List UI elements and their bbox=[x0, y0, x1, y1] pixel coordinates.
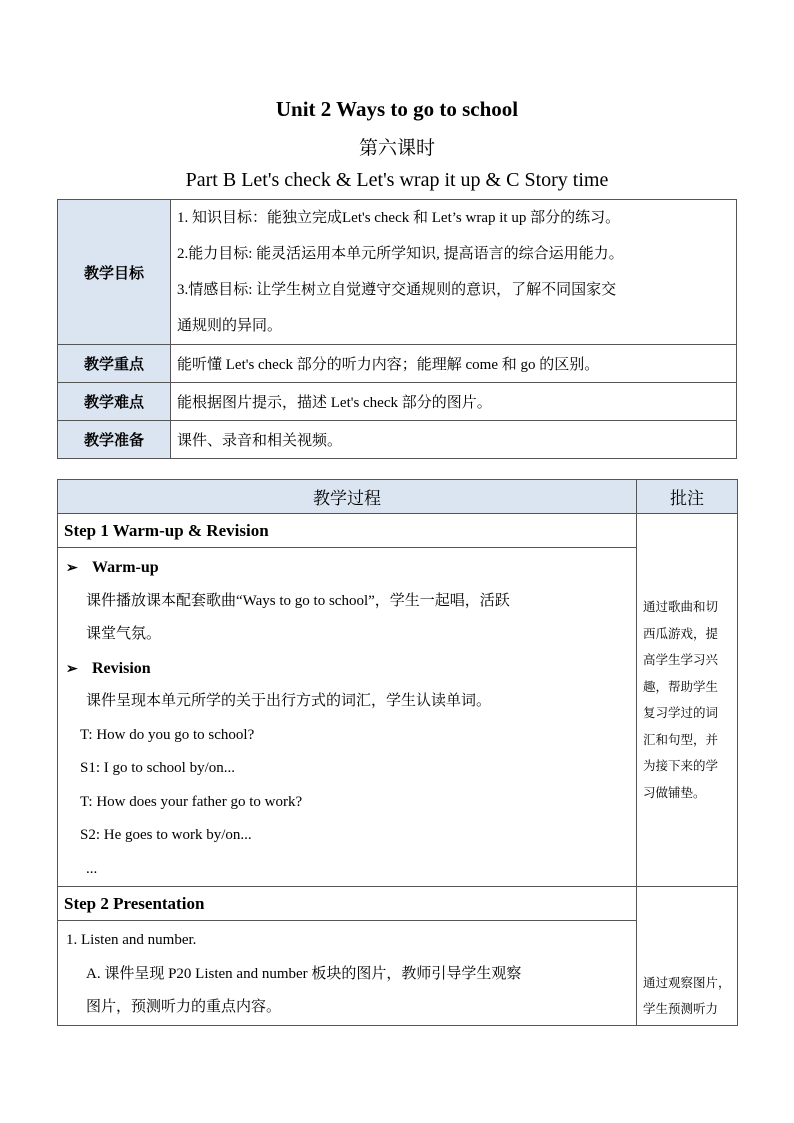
goal-line: 通规则的异同。 bbox=[177, 318, 283, 334]
objectives-table bbox=[57, 199, 737, 459]
step1-note bbox=[637, 514, 738, 887]
warmup-text: 课件播放课本配套歌曲“Ways to go to school”，学生一起唱，活跃 bbox=[86, 592, 510, 609]
note-line: 通过歌曲和切 bbox=[643, 599, 719, 614]
item-a-line: 图片，预测听力的重点内容。 bbox=[86, 999, 282, 1015]
step2-body bbox=[58, 921, 637, 1026]
note-line: 高学生学习兴 bbox=[643, 652, 719, 667]
arrow-bullet-icon: ➢ bbox=[66, 561, 78, 576]
prep-row bbox=[58, 421, 737, 459]
warmup-label: Warm-up bbox=[92, 559, 159, 576]
prep-label: 教学准备 bbox=[58, 421, 171, 459]
goals-label: 教学目标 bbox=[58, 200, 171, 345]
step2-title-row bbox=[58, 887, 738, 921]
revision-heading bbox=[66, 652, 628, 686]
goal-line: 2.能力目标: 能灵活运用本单元所学知识, 提高语言的综合运用能力。 bbox=[177, 246, 624, 262]
process-header-row bbox=[58, 480, 738, 514]
key-label: 教学重点 bbox=[58, 345, 171, 383]
difficulty-row bbox=[58, 383, 737, 421]
listen-number-item: 1. Listen and number. bbox=[66, 932, 197, 948]
prep-cell: 课件、录音和相关视频。 bbox=[171, 421, 737, 459]
dialogue-line: T: How does your father go to work? bbox=[80, 793, 303, 810]
lesson-title: 第六课时 bbox=[358, 138, 435, 159]
step2-note bbox=[637, 887, 738, 1026]
note-line: 习做铺垫。 bbox=[643, 784, 706, 800]
note-line: 趣，帮助学生 bbox=[643, 678, 719, 694]
step1-body-row bbox=[58, 548, 738, 887]
dialogue-line: T: How do you go to school? bbox=[80, 726, 255, 743]
header-notes: 批注 bbox=[637, 480, 738, 514]
key-cell: 能听懂 Let's check 部分的听力内容；能理解 come 和 go 的区别。 bbox=[171, 345, 737, 383]
warmup-heading bbox=[66, 551, 628, 585]
note-line: 西瓜游戏，提 bbox=[643, 625, 719, 641]
goal-line: 3.情感目标: 让学生树立自觉遵守交通规则的意识，了解不同国家交 bbox=[177, 282, 617, 298]
step1-title-row bbox=[58, 514, 738, 548]
step1-title: Step 1 Warm-up & Revision bbox=[58, 514, 637, 548]
step2-body-row bbox=[58, 921, 738, 1026]
revision-text: 课件呈现本单元所学的关于出行方式的词汇，学生认读单词。 bbox=[86, 693, 492, 709]
warmup-text: 课堂气氛。 bbox=[86, 626, 162, 642]
note-line: 复习学过的词 bbox=[643, 705, 719, 720]
dialogue-line: ... bbox=[86, 860, 98, 877]
dialogue-line: S2: He goes to work by/on... bbox=[80, 827, 252, 843]
difficulty-label: 教学难点 bbox=[58, 383, 171, 421]
dialogue-line: S1: I go to school by/on... bbox=[80, 760, 236, 776]
goals-cell bbox=[171, 200, 737, 345]
revision-label: Revision bbox=[92, 659, 151, 677]
part-title: Part B Let's check & Let's wrap it up & C Story time bbox=[185, 169, 609, 191]
note-line: 学生预测听力 bbox=[643, 1001, 719, 1016]
difficulty-cell: 能根据图片提示，描述 Let's check 部分的图片。 bbox=[171, 383, 737, 421]
arrow-bullet-icon: ➢ bbox=[66, 661, 78, 677]
goals-row bbox=[58, 200, 737, 345]
goal-line: 1. 知识目标：能独立完成Let's check 和 Let’s wrap it up 部分的练习。 bbox=[177, 210, 621, 226]
note-line: 通过观察图片， bbox=[643, 974, 731, 990]
note-line: 为接下来的学 bbox=[643, 758, 719, 773]
note-line: 汇和句型，并 bbox=[643, 731, 719, 747]
item-a-line: A. 课件呈现 P20 Listen and number 板块的图片，教师引导学生观察 bbox=[86, 965, 522, 982]
step1-body bbox=[58, 548, 637, 887]
key-row bbox=[58, 345, 737, 383]
step2-title: Step 2 Presentation bbox=[58, 887, 637, 921]
header-process: 教学过程 bbox=[58, 480, 637, 514]
unit-title: Unit 2 Ways to go to school bbox=[275, 97, 519, 121]
process-table bbox=[57, 479, 738, 1026]
